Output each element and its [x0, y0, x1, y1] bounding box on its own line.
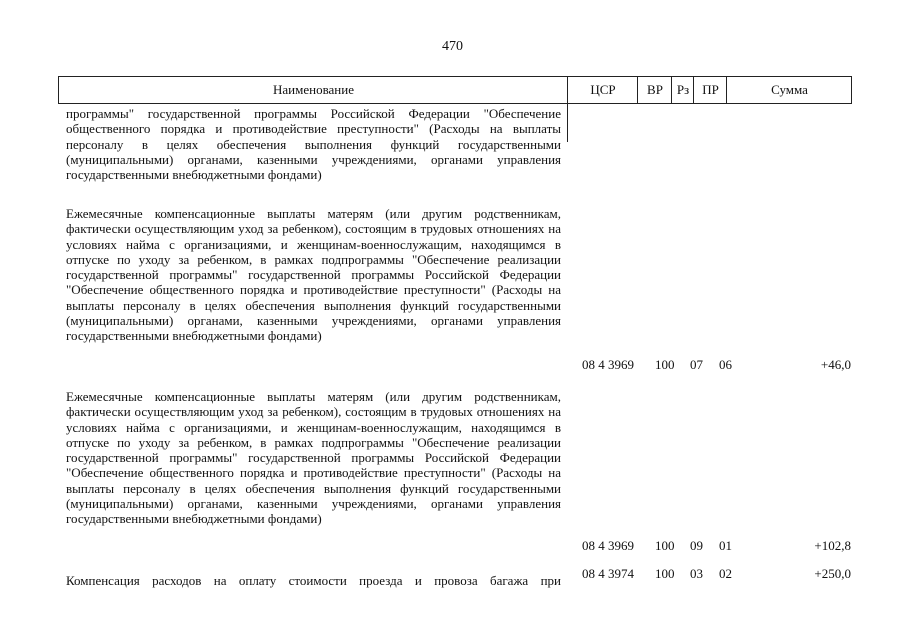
row-pr: 02: [719, 566, 732, 581]
row-rz: 07: [690, 357, 703, 372]
table-row: [66, 206, 561, 343]
row-description: Ежемесячные компенсационные выплаты матерям (или другим родственникам, фактически осуществляющим уход за ребенком), состоящим в трудовых отношениях на условиях найма с организациями, и женщинам-военнослужащим, находящимся в отпуске по уходу за ребенком, в рамках подпрограммы "Обеспечение реализации государственной программы" государственной программы Российской Федерации "Обеспечение общественного порядка и противодействие преступности" (Расходы на выплаты персоналу в целях обеспечения выполнения функций государственными (муниципальными) органами, казенными учреждениями, органами управления государственными внебюджетными фондами): [66, 206, 561, 343]
page-number: 470: [442, 39, 463, 54]
row-sum: +102,8: [814, 538, 851, 553]
table-row: [66, 573, 561, 588]
row-csr: 08 4 3974: [582, 566, 634, 581]
row-vr: 100: [655, 538, 675, 553]
row-description: программы" государственной программы Российской Федерации "Обеспечение общественного порядка и противодействие преступности" (Расходы на выплаты персоналу в целях обеспечения выполнения функций государственными (муниципальными) органами, казенными учреждениями, органами управления государственными внебюджетными фондами): [66, 106, 561, 182]
header-rz: Рз: [671, 77, 694, 103]
header-vr: ВР: [637, 77, 672, 103]
row-sum: +46,0: [820, 357, 851, 372]
column-divider: [567, 104, 568, 142]
header-sum: Сумма: [726, 77, 852, 103]
row-pr: 01: [719, 538, 732, 553]
table-header: [58, 76, 852, 104]
table-row: [66, 106, 561, 182]
row-vr: 100: [655, 357, 675, 372]
row-csr: 08 4 3969: [582, 357, 634, 372]
header-csr: ЦСР: [567, 77, 638, 103]
table-row: [66, 389, 561, 526]
row-rz: 03: [690, 566, 703, 581]
row-description: Ежемесячные компенсационные выплаты матерям (или другим родственникам, фактически осуществляющим уход за ребенком), состоящим в трудовых отношениях на условиях найма с организациями, и женщинам-военнослужащим, находящимся в отпуске по уходу за ребенком, в рамках подпрограммы "Обеспечение реализации государственной программы" государственной программы Российской Федерации "Обеспечение общественного порядка и противодействие преступности" (Расходы на выплаты персоналу в целях обеспечения выполнения функций государственными (муниципальными) органами, казенными учреждениями, органами управления государственными внебюджетными фондами): [66, 389, 561, 526]
row-csr: 08 4 3969: [582, 538, 634, 553]
row-sum: +250,0: [814, 566, 851, 581]
header-pr: ПР: [693, 77, 727, 103]
row-rz: 09: [690, 538, 703, 553]
row-description: Компенсация расходов на оплату стоимости проезда и провоза багажа при: [66, 573, 561, 588]
row-pr: 06: [719, 357, 732, 372]
row-vr: 100: [655, 566, 675, 581]
header-name: Наименование: [58, 77, 568, 103]
